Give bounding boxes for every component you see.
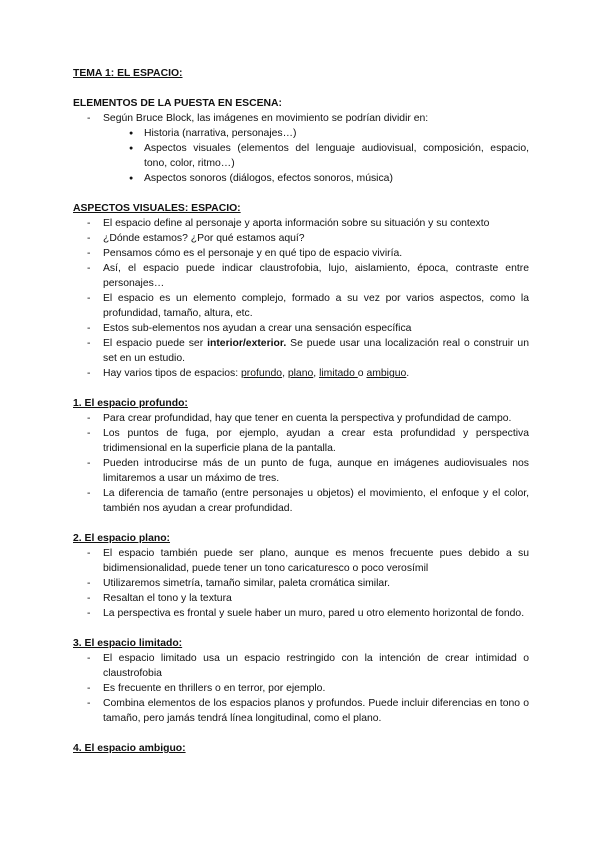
text-span: Hay varios tipos de espacios:	[103, 368, 242, 379]
separator: ,	[282, 368, 288, 379]
bold-term: interior/exterior.	[207, 338, 287, 349]
document-title: TEMA 1: EL ESPACIO:	[73, 68, 183, 79]
list-item: - Utilizaremos simetría, tamaño similar, paleta cromática similar.	[73, 576, 529, 591]
section-heading-limitado: 3. El espacio limitado:	[73, 638, 183, 649]
section-heading-plano: 2. El espacio plano:	[73, 533, 171, 544]
section-heading-profundo: 1. El espacio profundo:	[73, 398, 188, 409]
list-item: - El espacio define al personaje y aporta información sobre su situación y su contexto	[73, 216, 529, 231]
list-item: - ¿Dónde estamos? ¿Por qué estamos aquí?	[73, 231, 529, 246]
list-item: - El espacio es un elemento complejo, formado a su vez por varios aspectos, como la profundidad, tamaño, altura, etc.	[73, 291, 529, 321]
list-item	[73, 366, 529, 381]
spacer	[73, 516, 529, 531]
plano-list	[73, 546, 529, 621]
list-item-text: Según Bruce Block, las imágenes en movimiento se podrían dividir en:	[103, 113, 429, 124]
list-item: - La perspectiva es frontal y suele haber un muro, pared u otro elemento horizontal de fondo.	[73, 606, 529, 621]
list-item: - Los puntos de fuga, por ejemplo, ayudan a crear esta profundidad y perspectiva tridimensional en la superficie plana de la pantalla.	[73, 426, 529, 456]
elementos-list	[73, 111, 529, 186]
spacer	[73, 81, 529, 96]
spacer	[73, 186, 529, 201]
text-span: El espacio puede ser	[103, 338, 208, 349]
list-item: - Es frecuente en thrillers o en terror, por ejemplo.	[73, 681, 529, 696]
bullet-list	[103, 126, 529, 186]
separator: ,	[313, 368, 320, 379]
section-heading-elementos: ELEMENTOS DE LA PUESTA EN ESCENA:	[73, 98, 282, 109]
spacer	[73, 381, 529, 396]
underlined-term: profundo	[241, 368, 283, 379]
bullet-item: ● Aspectos sonoros (diálogos, efectos sonoros, música)	[103, 171, 529, 186]
section-heading-aspectos: ASPECTOS VISUALES: ESPACIO:	[73, 203, 241, 214]
list-item: - El espacio limitado usa un espacio restringido con la intención de crear intimidad o claustrofobia	[73, 651, 529, 681]
profundo-list	[73, 411, 529, 516]
limitado-list	[73, 651, 529, 726]
underlined-term: limitado	[319, 368, 358, 379]
text-span: Se puede usar una localización real o construir un set en un estudio.	[103, 338, 529, 364]
spacer	[73, 726, 529, 741]
list-item: - Para crear profundidad, hay que tener en cuenta la perspectiva y profundidad de campo.	[73, 411, 529, 426]
list-item: - Pueden introducirse más de un punto de fuga, aunque en imágenes audiovisuales nos limitaremos a usar un máximo de tres.	[73, 456, 529, 486]
list-item: - Así, el espacio puede indicar claustrofobia, lujo, aislamiento, época, contraste entre personajes…	[73, 261, 529, 291]
bullet-item: ● Aspectos visuales (elementos del lenguaje audiovisual, composición, espacio, tono, color, ritmo…)	[103, 141, 529, 171]
underlined-term: plano	[287, 368, 314, 379]
text-span: o	[357, 368, 367, 379]
list-item: - Pensamos cómo es el personaje y en qué tipo de espacio viviría.	[73, 246, 529, 261]
list-item: - Combina elementos de los espacios planos y profundos. Puede incluir diferencias en tono o tamaño, pero jamás tendrá línea longitudinal, como el plano.	[73, 696, 529, 726]
list-item: - El espacio también puede ser plano, aunque es menos frecuente pues debido a su bidimensionalidad, puede tener un tono caricaturesco o poco verosímil	[73, 546, 529, 576]
list-item: - Estos sub-elementos nos ayudan a crear una sensación específica	[73, 321, 529, 336]
list-item: - Resaltan el tono y la textura	[73, 591, 529, 606]
underlined-term: ambiguo	[366, 368, 407, 379]
text-span: .	[406, 368, 410, 379]
document-body	[73, 66, 529, 756]
bullet-item: ● Historia (narrativa, personajes…)	[103, 126, 529, 141]
list-item	[73, 111, 529, 186]
list-item: - La diferencia de tamaño (entre personajes u objetos) el movimiento, el enfoque y el color, también nos ayudan a crear profundidad.	[73, 486, 529, 516]
aspectos-list	[73, 216, 529, 381]
list-item	[73, 336, 529, 366]
spacer	[73, 621, 529, 636]
section-heading-ambiguo: 4. El espacio ambiguo:	[73, 743, 186, 754]
